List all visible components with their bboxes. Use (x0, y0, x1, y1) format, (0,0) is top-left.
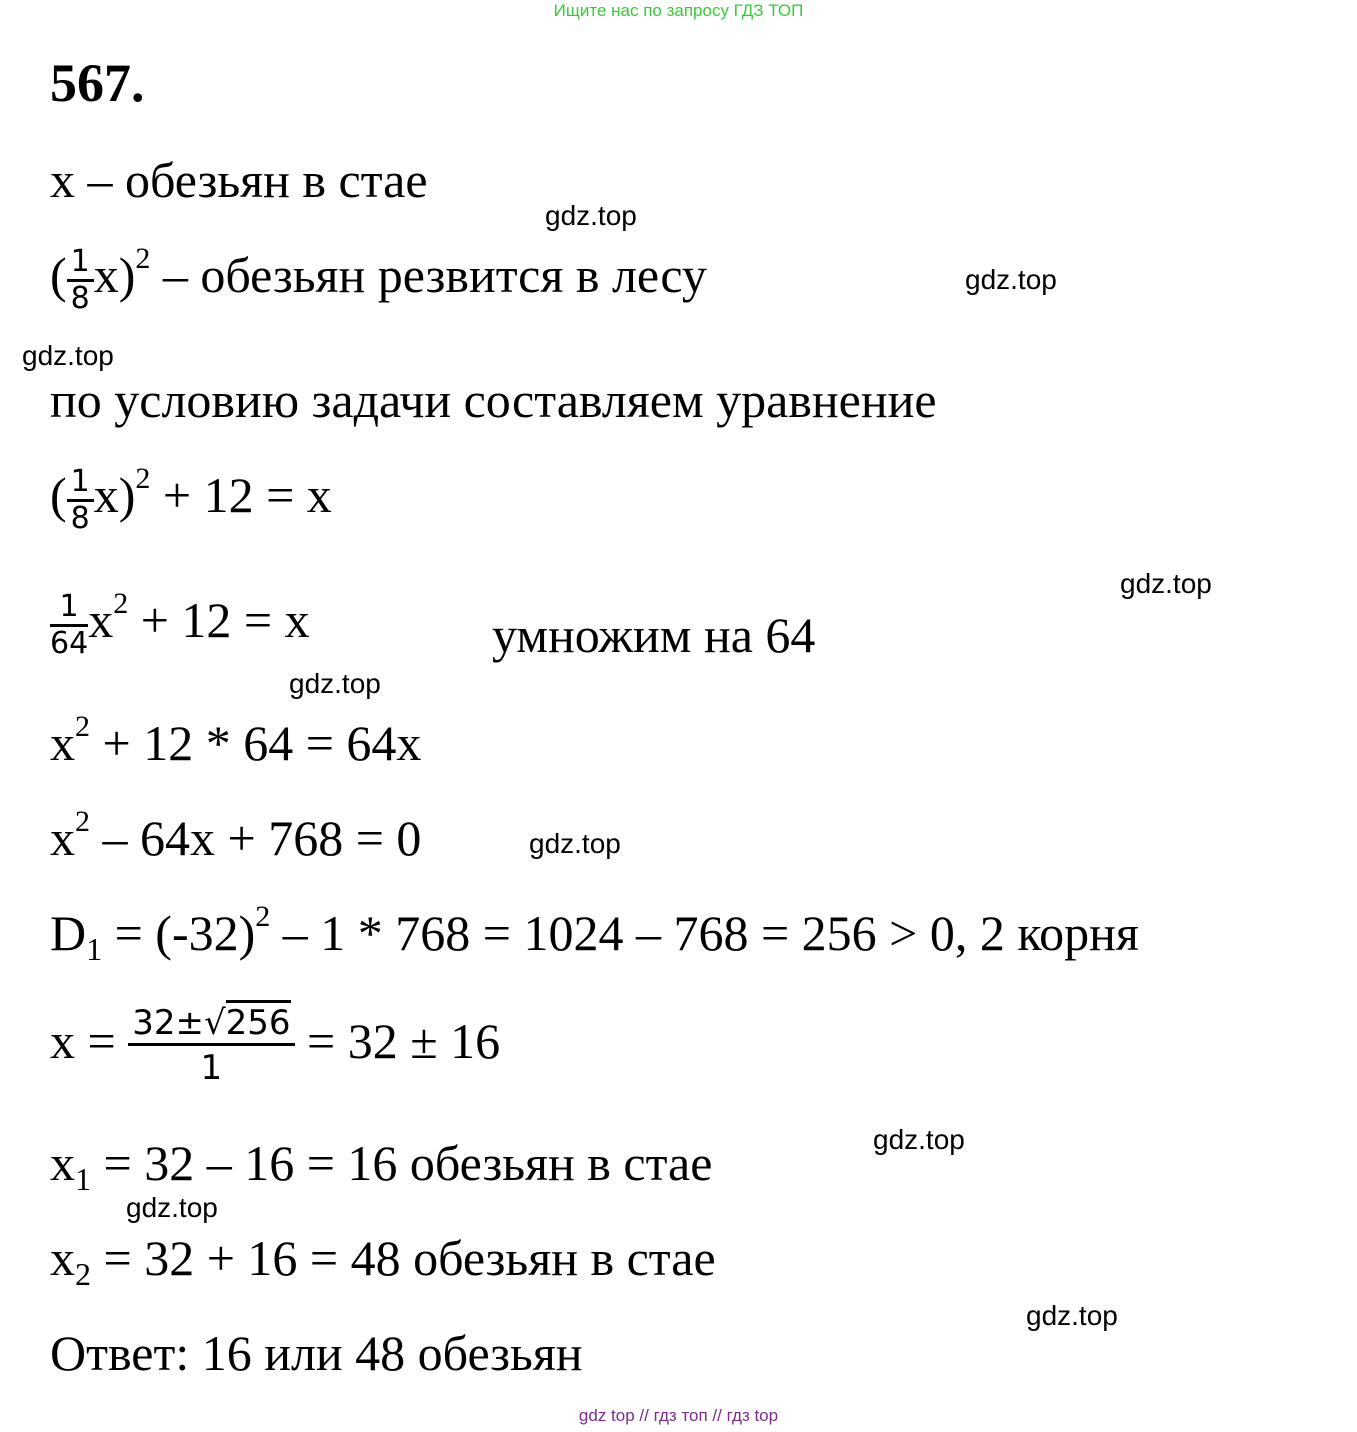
sqrt-icon: √ (203, 1003, 226, 1043)
numerator (128, 1003, 294, 1046)
variable: x (50, 1135, 75, 1191)
expr-rest: + 12 = x (150, 466, 332, 523)
open-paren: ( (50, 246, 67, 303)
exponent: 2 (255, 900, 271, 933)
line-quadratic (50, 805, 422, 866)
roots-fraction (128, 1003, 294, 1090)
exponent: 2 (135, 461, 151, 495)
watermark: gdz.top (22, 340, 114, 371)
line-equation-intro: по условию задачи составляем уравнение (50, 372, 937, 428)
numerator: 1 (67, 245, 94, 282)
denominator: 8 (70, 281, 90, 316)
line-discriminant (50, 900, 1139, 967)
sqrt-argument: 256 (226, 1000, 291, 1043)
fraction-one-eighth (67, 465, 94, 536)
line-multiplied (50, 710, 422, 771)
watermark: gdz.top (965, 264, 1057, 295)
line-root-two (50, 1230, 716, 1292)
expr-mid: x) (93, 246, 136, 303)
line-expanded-equation (50, 586, 310, 661)
line-roots-formula (50, 1003, 500, 1090)
variable: x (50, 810, 75, 866)
exponent: 2 (135, 241, 151, 275)
subscript: 2 (75, 1256, 91, 1292)
expr-rest: – 1 * 768 = 1024 – 768 = 256 > 0, 2 корня (270, 905, 1139, 961)
watermark: gdz.top (545, 200, 637, 231)
denominator: 64 (50, 626, 89, 661)
expr-rest: + 12 = x (128, 591, 310, 648)
numerator: 1 (67, 465, 94, 502)
exponent: 2 (75, 805, 90, 838)
line-equation (50, 461, 332, 536)
problem-number: 567. (50, 53, 145, 113)
multiply-note: умножим на 64 (492, 607, 816, 663)
numerator-a: 32± (132, 1003, 204, 1043)
variable: x (50, 1230, 75, 1286)
expr-rest: = 32 + 16 = 48 обезьян в стае (91, 1230, 716, 1286)
watermark: gdz.top (873, 1124, 965, 1155)
line-variable-definition: x – обезьян в стае (50, 152, 428, 208)
denominator: 1 (200, 1048, 223, 1088)
subscript: 1 (86, 931, 103, 967)
fraction-one-sixtyfourth (50, 590, 88, 661)
exponent: 2 (113, 586, 129, 620)
expr-rest: + 12 * 64 = 64x (90, 715, 422, 771)
expr-mid: = (-32) (102, 905, 256, 961)
line-root-one (50, 1135, 713, 1197)
variable: x (88, 591, 114, 648)
expr-rest: – обезьян резвится в лесу (150, 246, 707, 303)
watermark: gdz.top (1120, 568, 1212, 599)
discriminant-symbol: D (50, 905, 87, 961)
lhs: x = (50, 1012, 129, 1069)
subscript: 1 (75, 1161, 91, 1197)
variable: x (50, 715, 75, 771)
search-banner: Ищите нас по запросу ГДЗ ТОП (553, 1, 804, 20)
exponent: 2 (75, 710, 90, 743)
fraction-one-eighth (67, 245, 94, 316)
footer-watermark: gdz top // гдз топ // гдз top (578, 1406, 779, 1425)
open-paren: ( (50, 466, 67, 523)
expr-rest: = 32 ± 16 (294, 1012, 501, 1069)
expr-mid: x) (93, 466, 136, 523)
expr-rest: = 32 – 16 = 16 обезьян в стае (91, 1135, 713, 1191)
line-answer: Ответ: 16 или 48 обезьян (50, 1325, 583, 1381)
line-forest-expression (50, 241, 707, 316)
numerator: 1 (50, 590, 88, 627)
watermark: gdz.top (289, 668, 381, 699)
watermark: gdz.top (529, 828, 621, 859)
watermark: gdz.top (126, 1192, 218, 1223)
denominator: 8 (70, 501, 90, 536)
watermark: gdz.top (1026, 1300, 1118, 1331)
expr-rest: – 64x + 768 = 0 (90, 810, 422, 866)
